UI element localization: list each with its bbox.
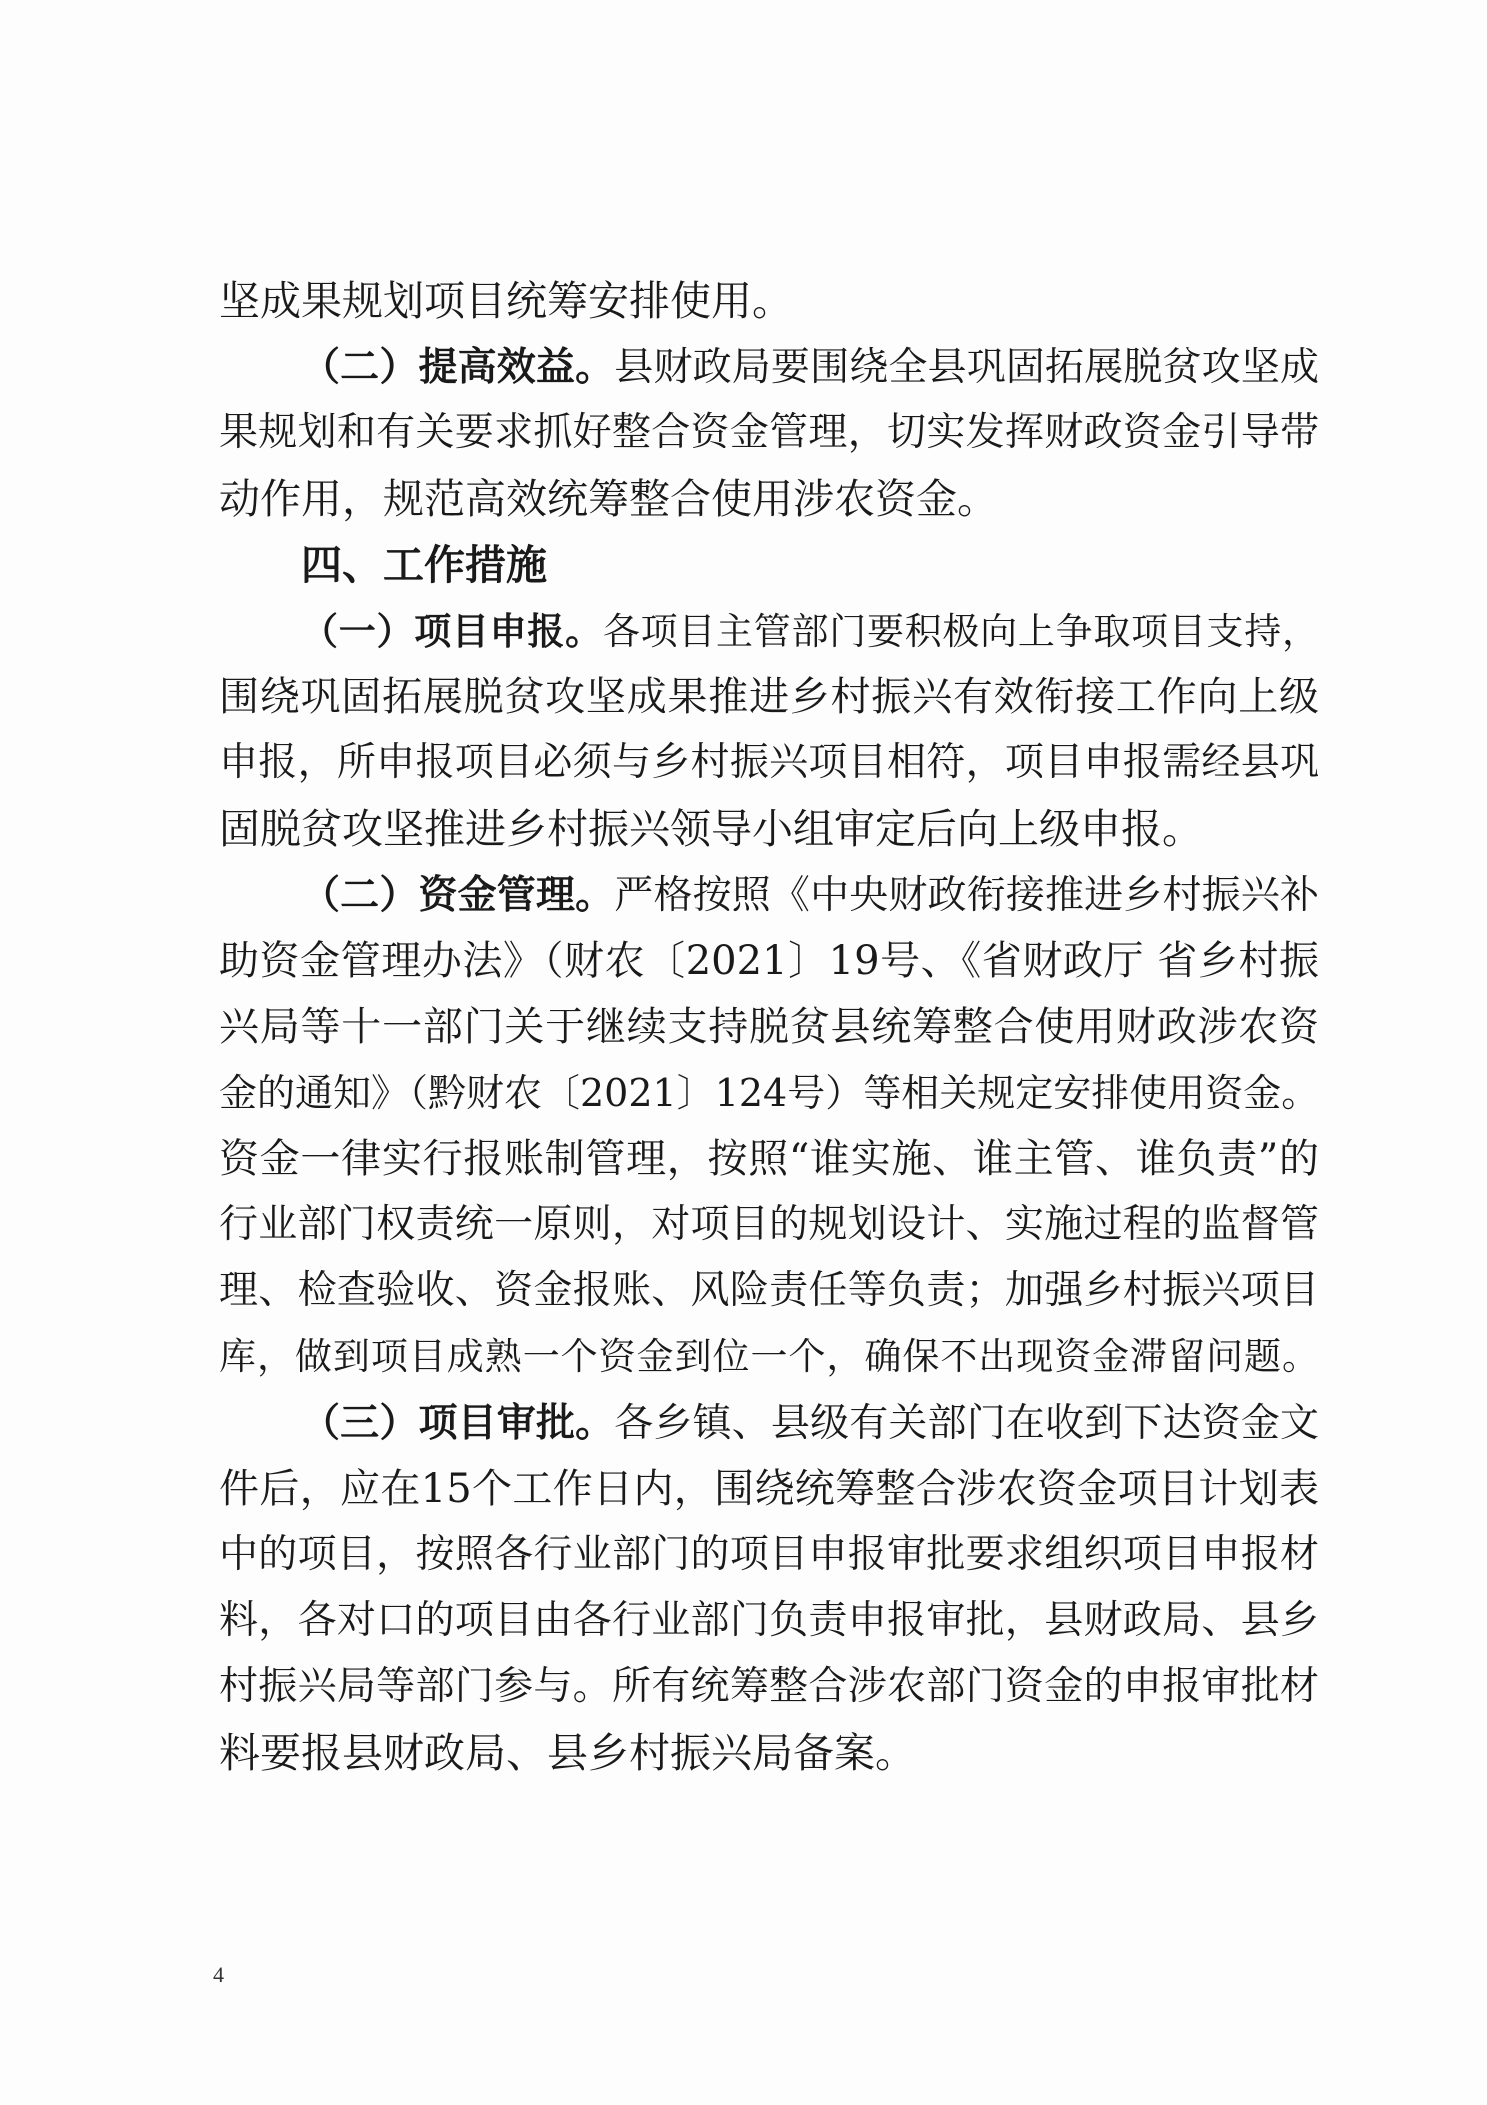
paragraph-line-text: 兴局等十一部门关于继续支持脱贫县统筹整合使用财政涉农资	[219, 1004, 1319, 1050]
paragraph-line-text: 固脱贫攻坚推进乡村振兴领导小组审定后向上级申报。	[219, 805, 1203, 853]
paragraph-line-text: 各项目主管部门要积极向上争取项目支持，	[602, 610, 1320, 653]
paragraph-line	[219, 1060, 1319, 1126]
paragraph-line-text: 料要报县财政局、县乡村振兴局备案。	[219, 1729, 916, 1777]
paragraph-line	[219, 334, 1319, 400]
paragraph-lead-in: （一）项目申报。	[301, 609, 603, 653]
paragraph-line-text: 行业部门权责统一原则，对项目的规划设计、实施过程的监督管	[219, 1202, 1319, 1247]
paragraph-line-text: 件后，应在15个工作日内，围绕统筹整合涉农资金项目计划表	[219, 1466, 1319, 1512]
paragraph-lead-in: （二）资金管理。	[301, 872, 615, 918]
paragraph-line	[219, 1720, 1319, 1786]
paragraph-line-text: 助资金管理办法》（财农〔2021〕19号、《省财政厅 省乡村振	[219, 938, 1319, 984]
paragraph-line-text: 各乡镇、县级有关部门在收到下达资金文	[614, 1401, 1319, 1446]
paragraph-line	[219, 1588, 1319, 1654]
paragraph-line-text: 县财政局要围绕全县巩固拓展脱贫攻坚成	[614, 345, 1319, 390]
paragraph-line-text: 理、检查验收、资金报账、风险责任等负责；加强乡村振兴项目	[219, 1268, 1319, 1313]
paragraph-line	[219, 1654, 1319, 1720]
paragraph-line	[219, 268, 1319, 334]
paragraph-line	[219, 1390, 1319, 1456]
paragraph-line-text: 果规划和有关要求抓好整合资金管理，切实发挥财政资金引导带	[219, 410, 1319, 455]
paragraph-line-text: 坚成果规划项目统筹安排使用。	[219, 277, 793, 325]
paragraph-line	[219, 1324, 1319, 1390]
paragraph-line	[219, 994, 1319, 1060]
paragraph-line	[219, 598, 1319, 664]
paragraph-line-text: 动作用，规范高效统筹整合使用涉农资金。	[219, 475, 998, 523]
paragraph-line	[219, 400, 1319, 466]
paragraph-line	[219, 1126, 1319, 1192]
paragraph-line	[219, 1192, 1319, 1258]
paragraph-line	[219, 796, 1319, 862]
paragraph-line	[219, 730, 1319, 796]
paragraph-line-text: 中的项目，按照各行业部门的项目申报审批要求组织项目申报材	[219, 1532, 1319, 1577]
body-text	[219, 268, 1319, 1786]
paragraph-line-text: 库，做到项目成熟一个资金到位一个，确保不出现资金滞留问题。	[219, 1335, 1319, 1378]
paragraph-line-text: 资金一律实行报账制管理，按照“谁实施、谁主管、谁负责”的	[219, 1136, 1319, 1182]
paragraph-line	[219, 1522, 1319, 1588]
paragraph-line	[219, 664, 1319, 730]
paragraph-line-text: 围绕巩固拓展脱贫攻坚成果推进乡村振兴有效衔接工作向上级	[219, 674, 1319, 720]
section-heading: 四、工作措施	[301, 541, 547, 589]
paragraph-line	[219, 928, 1319, 994]
paragraph-line-text: 村振兴局等部门参与。所有统筹整合涉农部门资金的申报审批材	[219, 1664, 1319, 1709]
paragraph-line	[219, 1456, 1319, 1522]
paragraph-line-text: 严格按照《中央财政衔接推进乡村振兴补	[614, 873, 1319, 918]
page-number: 4	[213, 1962, 224, 1987]
paragraph-line	[219, 1258, 1319, 1324]
paragraph-lead-in: （三）项目审批。	[301, 1400, 615, 1446]
paragraph-lead-in: （二）提高效益。	[301, 344, 615, 390]
paragraph-line-text: 申报，所申报项目必须与乡村振兴项目相符，项目申报需经县巩	[219, 740, 1319, 785]
paragraph-line-text: 金的通知》（黔财农〔2021〕124号）等相关规定安排使用资金。	[219, 1071, 1320, 1115]
paragraph-line	[219, 466, 1319, 532]
paragraph-line	[219, 862, 1319, 928]
paragraph-line-text: 料，各对口的项目由各行业部门负责申报审批，县财政局、县乡	[219, 1598, 1319, 1643]
